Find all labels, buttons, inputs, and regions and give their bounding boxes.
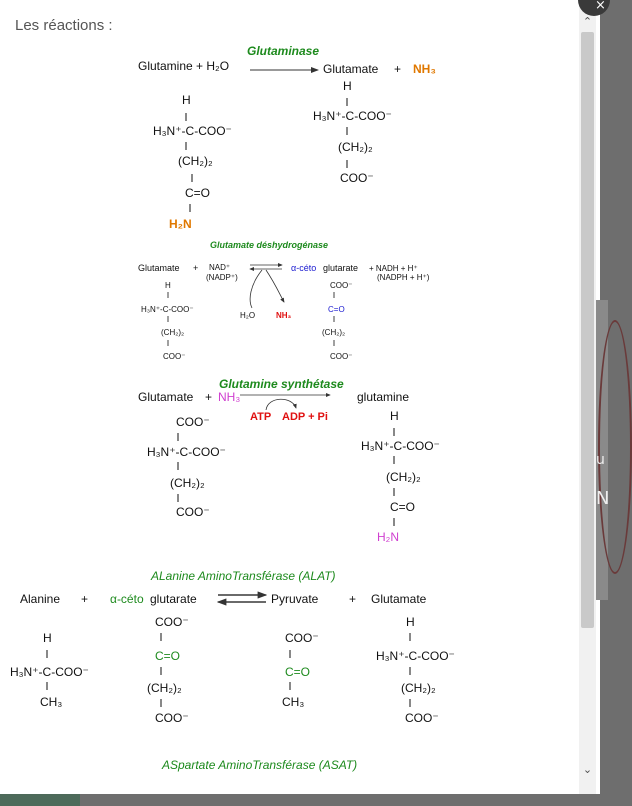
- chevron-up-icon[interactable]: ⌃: [582, 15, 593, 28]
- r1-gln-ch2: (CH₂)₂: [178, 154, 213, 168]
- r2-plus: +: [193, 263, 199, 273]
- r3-glutamate: Glutamate: [138, 390, 194, 404]
- reaction-glutamine-synthetase: [138, 377, 440, 544]
- r1-glu-amine: H₃N⁺-C-COO⁻: [313, 109, 392, 123]
- r1-glutamate: Glutamate: [323, 62, 379, 76]
- r2-nadp: (NADP⁺): [206, 273, 238, 282]
- background-bottom-strip: [0, 794, 80, 806]
- r1-gln-nh2: H₂N: [169, 217, 192, 231]
- r1-gln-h: H: [182, 93, 191, 107]
- reaction-glutaminase: [138, 44, 436, 231]
- r4-alanine: Alanine: [20, 592, 61, 606]
- r4-pyr-ch3: CH₃: [282, 695, 305, 709]
- r2-akg-ch2: (CH₂)₂: [322, 328, 346, 337]
- r4-akg-coo: COO⁻: [155, 615, 189, 629]
- background-ring-shape: [598, 320, 632, 574]
- r3-glu-coo: COO⁻: [176, 415, 210, 429]
- r4-ala-amine: H₃N⁺-C-COO⁻: [10, 665, 89, 679]
- background-text-fragment-2: N: [596, 488, 610, 509]
- background-page-peek: [596, 300, 608, 600]
- background-text-fragment: u: [596, 452, 605, 468]
- r2-akg-coo2: COO⁻: [330, 352, 353, 361]
- r4-ala-ch3: CH₃: [40, 695, 63, 709]
- r4-alpha: α-céto: [110, 592, 144, 606]
- r4-pyr-co: C=O: [285, 665, 311, 679]
- r2-alpha: α-céto: [291, 263, 317, 273]
- intro-text: Les réactions :: [15, 17, 113, 34]
- r1-gln-amine: H₃N⁺-C-COO⁻: [153, 124, 232, 138]
- r1-glu-coo: COO⁻: [340, 171, 374, 185]
- scrollbar-thumb[interactable]: [581, 32, 594, 628]
- r4-akg-ch2: (CH₂)₂: [147, 681, 182, 695]
- r3-glu-ch2: (CH₂)₂: [170, 476, 205, 490]
- enzyme-asat: ASpartate AminoTransférase (ASAT): [162, 758, 358, 772]
- r2-glu-amine: H₃N⁺-C-COO⁻: [141, 305, 194, 314]
- chevron-down-icon[interactable]: ⌄: [582, 763, 593, 776]
- r3-atp: ATP: [250, 411, 272, 423]
- reaction-alat: [10, 569, 455, 725]
- r4-pyr-coo: COO⁻: [285, 631, 319, 645]
- r3-glu-amine: H₃N⁺-C-COO⁻: [147, 445, 226, 459]
- r4-plus2: +: [349, 592, 357, 606]
- r4-akg-coo2: COO⁻: [155, 711, 189, 725]
- close-icon: ×: [595, 0, 606, 13]
- enzyme-gs: Glutamine synthétase: [219, 377, 344, 391]
- r3-nh3: NH₃: [218, 390, 241, 404]
- r4-glutarate: glutarate: [150, 592, 197, 606]
- r4-glu-amine: H₃N⁺-C-COO⁻: [376, 649, 455, 663]
- r3-adp: ADP + Pi: [282, 411, 328, 423]
- r4-glu-coo: COO⁻: [405, 711, 439, 725]
- r1-nh3: NH₃: [413, 62, 436, 76]
- r4-glu-h: H: [406, 615, 415, 629]
- r2-akg-coo: COO⁻: [330, 281, 353, 290]
- r3-plus: +: [205, 390, 213, 404]
- r1-left: Glutamine + H₂O: [138, 59, 230, 73]
- r2-glutamate: Glutamate: [138, 263, 180, 273]
- r1-glu-ch2: (CH₂)₂: [338, 140, 373, 154]
- r2-nadph: (NADPH + H⁺): [377, 273, 430, 282]
- r2-nad: NAD⁺: [209, 263, 231, 272]
- r4-plus1: +: [81, 592, 89, 606]
- r3-glutamine: glutamine: [357, 390, 410, 404]
- r2-glu-coo: COO⁻: [163, 352, 186, 361]
- r3-gln-co: C=O: [390, 500, 416, 514]
- r4-akg-co: C=O: [155, 649, 181, 663]
- r2-glu-ch2: (CH₂)₂: [161, 328, 185, 337]
- r3-gln-amine: H₃N⁺-C-COO⁻: [361, 439, 440, 453]
- r2-nadh: + NADH + H⁺: [369, 264, 418, 273]
- reaction-glutamate-dehydrogenase: [138, 240, 430, 361]
- r4-glu-ch2: (CH₂)₂: [401, 681, 436, 695]
- r3-glu-coo2: COO⁻: [176, 505, 210, 519]
- r2-h2o: H₂O: [240, 311, 256, 320]
- r2-akg-co: C=O: [328, 305, 345, 314]
- r2-glutarate: glutarate: [323, 263, 359, 273]
- r4-ala-h: H: [43, 631, 52, 645]
- r1-gln-co: C=O: [185, 186, 211, 200]
- enzyme-alat: ALanine AminoTransférase (ALAT): [151, 569, 336, 583]
- r2-glu-h: H: [165, 281, 171, 290]
- r2-nh3: NH₃: [276, 311, 292, 320]
- r4-pyruvate: Pyruvate: [271, 592, 319, 606]
- r1-glu-h: H: [343, 79, 352, 93]
- r3-gln-nh2: H₂N: [377, 530, 399, 544]
- r3-gln-ch2: (CH₂)₂: [386, 470, 421, 484]
- r3-gln-h: H: [390, 409, 399, 423]
- enzyme-gdh: Glutamate déshydrogénase: [210, 240, 329, 250]
- r4-glutamate: Glutamate: [371, 592, 427, 606]
- r1-plus: +: [394, 62, 402, 76]
- enzyme-glutaminase: Glutaminase: [247, 44, 320, 58]
